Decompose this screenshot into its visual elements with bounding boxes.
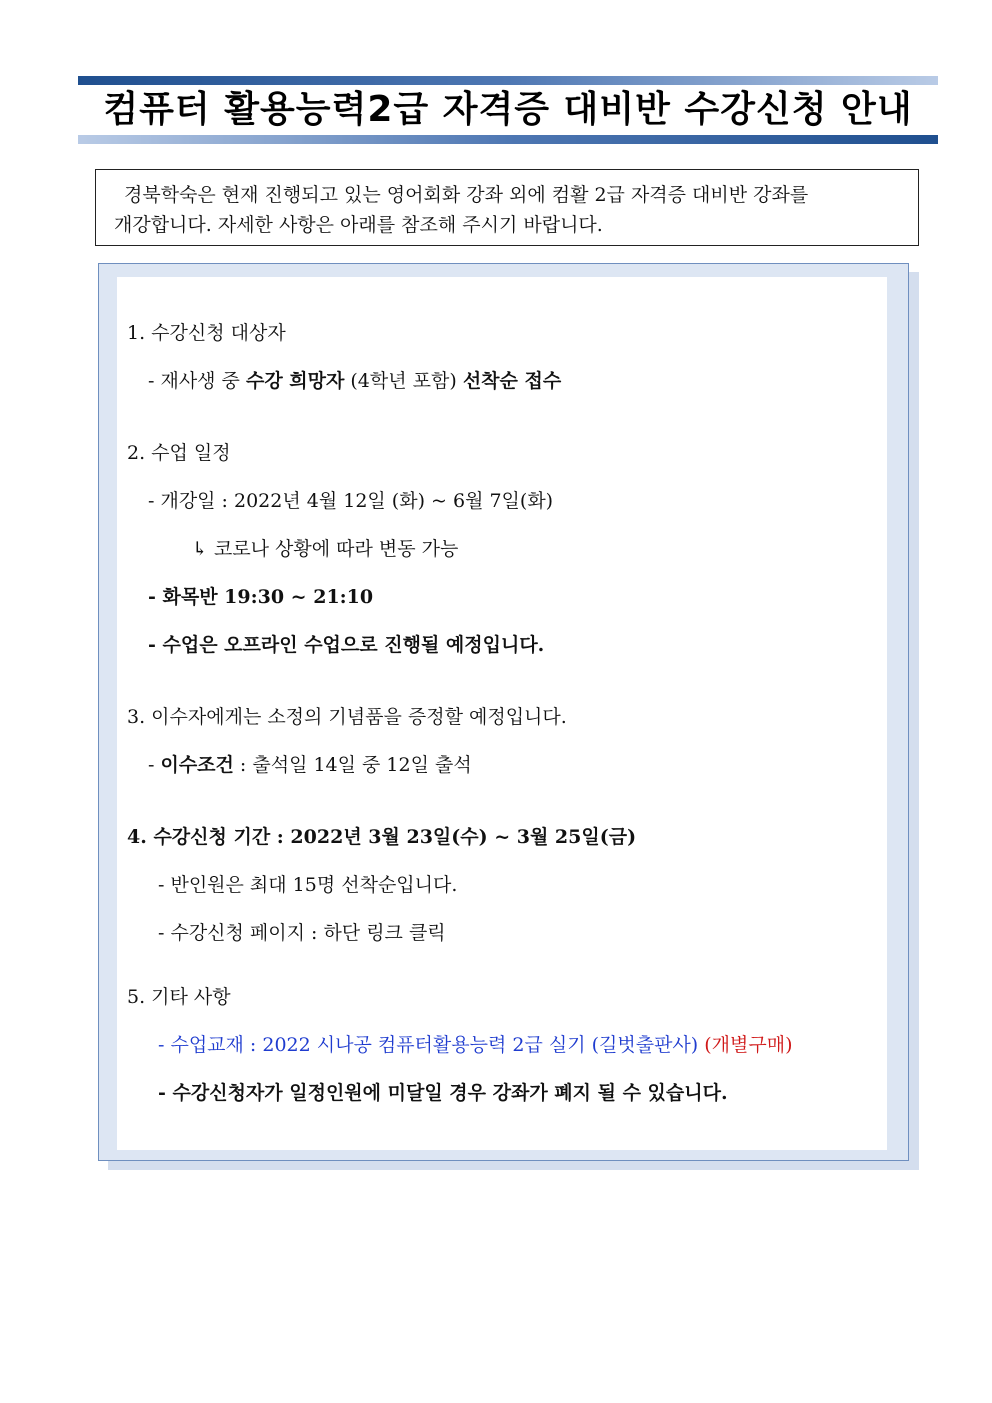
section-5-heading: 5. 기타 사항 xyxy=(127,986,231,1008)
section-3-heading: 3. 이수자에게는 소정의 기념품을 증정할 예정입니다. xyxy=(127,706,567,728)
title-bar-bottom xyxy=(78,135,938,144)
section-4-signup-page: - 수강신청 페이지 : 하단 링크 클릭 xyxy=(158,922,446,944)
section-2-offline-note: - 수업은 오프라인 수업으로 진행될 예정입니다. xyxy=(148,634,545,656)
intro-line-2: 개강합니다. 자세한 사항은 아래를 참조해 주시기 바랍니다. xyxy=(114,214,603,236)
section-3-condition xyxy=(148,752,472,778)
section-1-heading: 1. 수강신청 대상자 xyxy=(127,322,286,344)
section-1-item-prefix: - 재사생 중 xyxy=(148,370,246,392)
section-5-textbook-note: (개별구매) xyxy=(698,1034,793,1056)
section-2-class-time: - 화목반 19:30 ~ 21:10 xyxy=(148,586,374,608)
section-2-covid-note: ↳ 코로나 상황에 따라 변동 가능 xyxy=(192,538,459,560)
title-bar-top xyxy=(78,76,938,85)
title-banner xyxy=(78,76,938,144)
section-2-heading: 2. 수업 일정 xyxy=(127,442,231,464)
intro-box xyxy=(95,169,919,246)
intro-line-1: 경북학숙은 현재 진행되고 있는 영어회화 강좌 외에 컴활 2급 자격증 대비반 강좌를 xyxy=(124,184,809,206)
section-2-start-date: - 개강일 : 2022년 4월 12일 (화) ~ 6월 7일(화) xyxy=(148,490,554,512)
section-1-item xyxy=(148,368,561,394)
section-1-item-target: 수강 희망자 xyxy=(245,370,345,392)
section-1-item-method: 선착순 접수 xyxy=(462,370,562,392)
section-3-condition-value: : 출석일 14일 중 12일 출석 xyxy=(233,754,472,776)
section-4-heading: 4. 수강신청 기간 : 2022년 3월 23일(수) ~ 3월 25일(금) xyxy=(127,826,637,848)
section-5-textbook-title: - 수업교재 : 2022 시나공 컴퓨터활용능력 2급 실기 (길벗출판사) xyxy=(158,1034,699,1056)
section-5-textbook xyxy=(158,1032,792,1058)
section-4-capacity: - 반인원은 최대 15명 선착순입니다. xyxy=(158,874,458,896)
section-5-warning: - 수강신청자가 일정인원에 미달일 경우 강좌가 폐지 될 수 있습니다. xyxy=(158,1082,728,1104)
page-title: 컴퓨터 활용능력2급 자격증 대비반 수강신청 안내 xyxy=(103,89,913,130)
section-3-condition-dash: - xyxy=(148,754,161,776)
section-1-item-note: (4학년 포함) xyxy=(344,370,463,392)
section-3-condition-label: 이수조건 xyxy=(160,754,234,776)
